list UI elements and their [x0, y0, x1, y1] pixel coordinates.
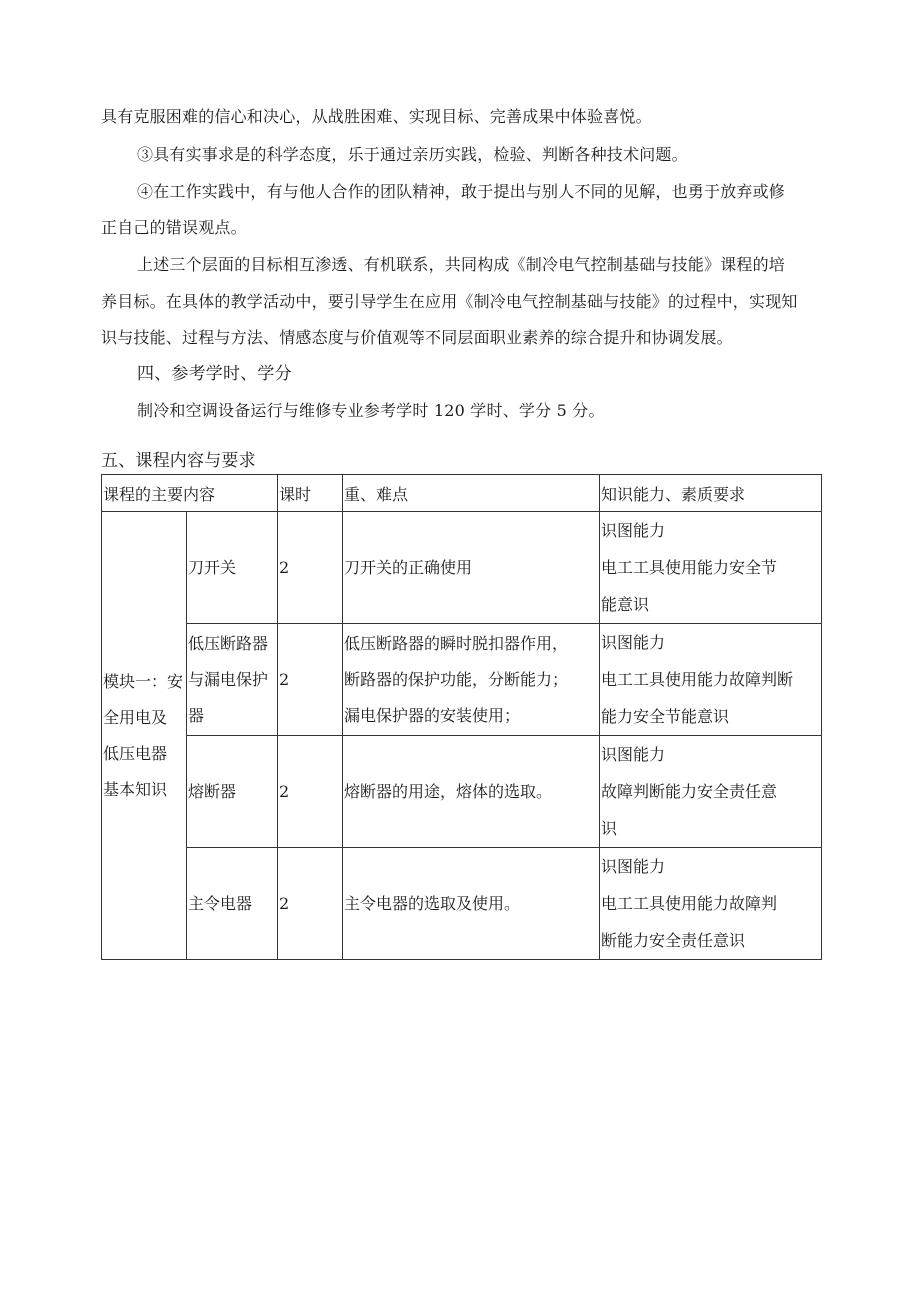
item-cell: [187, 736, 278, 848]
table-header-row: [102, 475, 822, 512]
ability-line: 断能力安全责任意识: [601, 931, 746, 950]
paragraph-line: 识与技能、过程与方法、情感态度与价值观等不同层面职业素养的综合提升和协调发展。: [101, 328, 733, 347]
item-line: 器: [188, 705, 205, 725]
ability-cell: [600, 736, 822, 848]
module-cell: [102, 512, 187, 960]
module-line: 全用电及: [103, 707, 168, 727]
table-row: [102, 736, 822, 848]
ability-line: 识图能力: [601, 857, 666, 876]
ability-line: 电工工具使用能力安全节: [601, 558, 778, 577]
module-line: 基本知识: [103, 779, 168, 799]
ability-line: 能力安全节能意识: [601, 707, 730, 726]
ability-line: 电工工具使用能力故障判断: [601, 670, 794, 689]
item-line: 低压断路器: [188, 633, 269, 653]
key-points-cell: [343, 848, 600, 960]
item-cell: [187, 848, 278, 960]
key-line: 漏电保护器的安装使用；: [344, 705, 521, 725]
module-line: 模块一：安: [103, 671, 184, 691]
key-line: 断路器的保护功能，分断能力；: [344, 669, 569, 689]
ability-line: 识图能力: [601, 745, 666, 764]
section-heading: 四、参考学时、学分: [137, 364, 292, 384]
key-line: 低压断路器的瞬时脱扣器作用，: [344, 633, 569, 653]
paragraph-line: ③具有实事求是的科学态度，乐于通过亲历实践，检验、判断各种技术问题。: [137, 145, 688, 164]
hours-cell: 2: [278, 736, 343, 848]
table-row: [102, 848, 822, 960]
table-row: [102, 512, 822, 624]
header-cell: 知识能力、素质要求: [600, 475, 822, 512]
module-line: 低压电器: [103, 743, 168, 763]
course-content-table: [101, 474, 822, 960]
table-row: [102, 624, 822, 736]
hours-cell: 2: [278, 624, 343, 736]
item-line: 熔断器: [188, 782, 237, 801]
paragraph-line: 上述三个层面的目标相互渗透、有机联系，共同构成《制冷电气控制基础与技能》课程的培: [137, 255, 786, 274]
ability-line: 识图能力: [601, 521, 666, 540]
item-line: 主令电器: [188, 894, 253, 913]
ability-line: 电工工具使用能力故障判: [601, 894, 778, 913]
key-line: 刀开关的正确使用: [344, 558, 473, 577]
key-points-cell: [343, 736, 600, 848]
table-border-gap: [102, 949, 186, 951]
header-cell: 重、难点: [343, 475, 600, 512]
ability-cell: [600, 512, 822, 624]
ability-line: 识: [601, 819, 618, 838]
key-line: 熔断器的用途，熔体的选取。: [344, 782, 553, 801]
header-cell: 课程的主要内容: [102, 475, 278, 512]
hours-cell: 2: [278, 848, 343, 960]
ability-line: 识图能力: [601, 633, 666, 652]
item-cell: [187, 512, 278, 624]
header-cell: 课时: [278, 475, 343, 512]
hours-cell: 2: [278, 512, 343, 624]
key-line: 主令电器的选取及使用。: [344, 894, 521, 913]
ability-line: 故障判断能力安全责任意: [601, 782, 778, 801]
key-points-cell: [343, 512, 600, 624]
section-heading: 五、课程内容与要求: [101, 451, 256, 471]
paragraph-line: 正自己的错误观点。: [101, 218, 247, 237]
item-line: 刀开关: [188, 558, 237, 577]
ability-cell: [600, 848, 822, 960]
paragraph-line: 制冷和空调设备运行与维修专业参考学时 120 学时、学分 5 分。: [137, 401, 605, 420]
paragraph-line: ④在工作实践中，有与他人合作的团队精神，敢于提出与别人不同的见解，也勇于放弃或修: [137, 182, 786, 201]
key-points-cell: [343, 624, 600, 736]
item-cell: [187, 624, 278, 736]
paragraph-line: 具有克服困难的信心和决心，从战胜困难、实现目标、完善成果中体验喜悦。: [101, 107, 652, 126]
ability-cell: [600, 624, 822, 736]
ability-line: 能意识: [601, 595, 650, 614]
item-line: 与漏电保护: [188, 669, 269, 689]
paragraph-line: 养目标。在具体的教学活动中，要引导学生在应用《制冷电气控制基础与技能》的过程中，实现知: [101, 292, 798, 311]
